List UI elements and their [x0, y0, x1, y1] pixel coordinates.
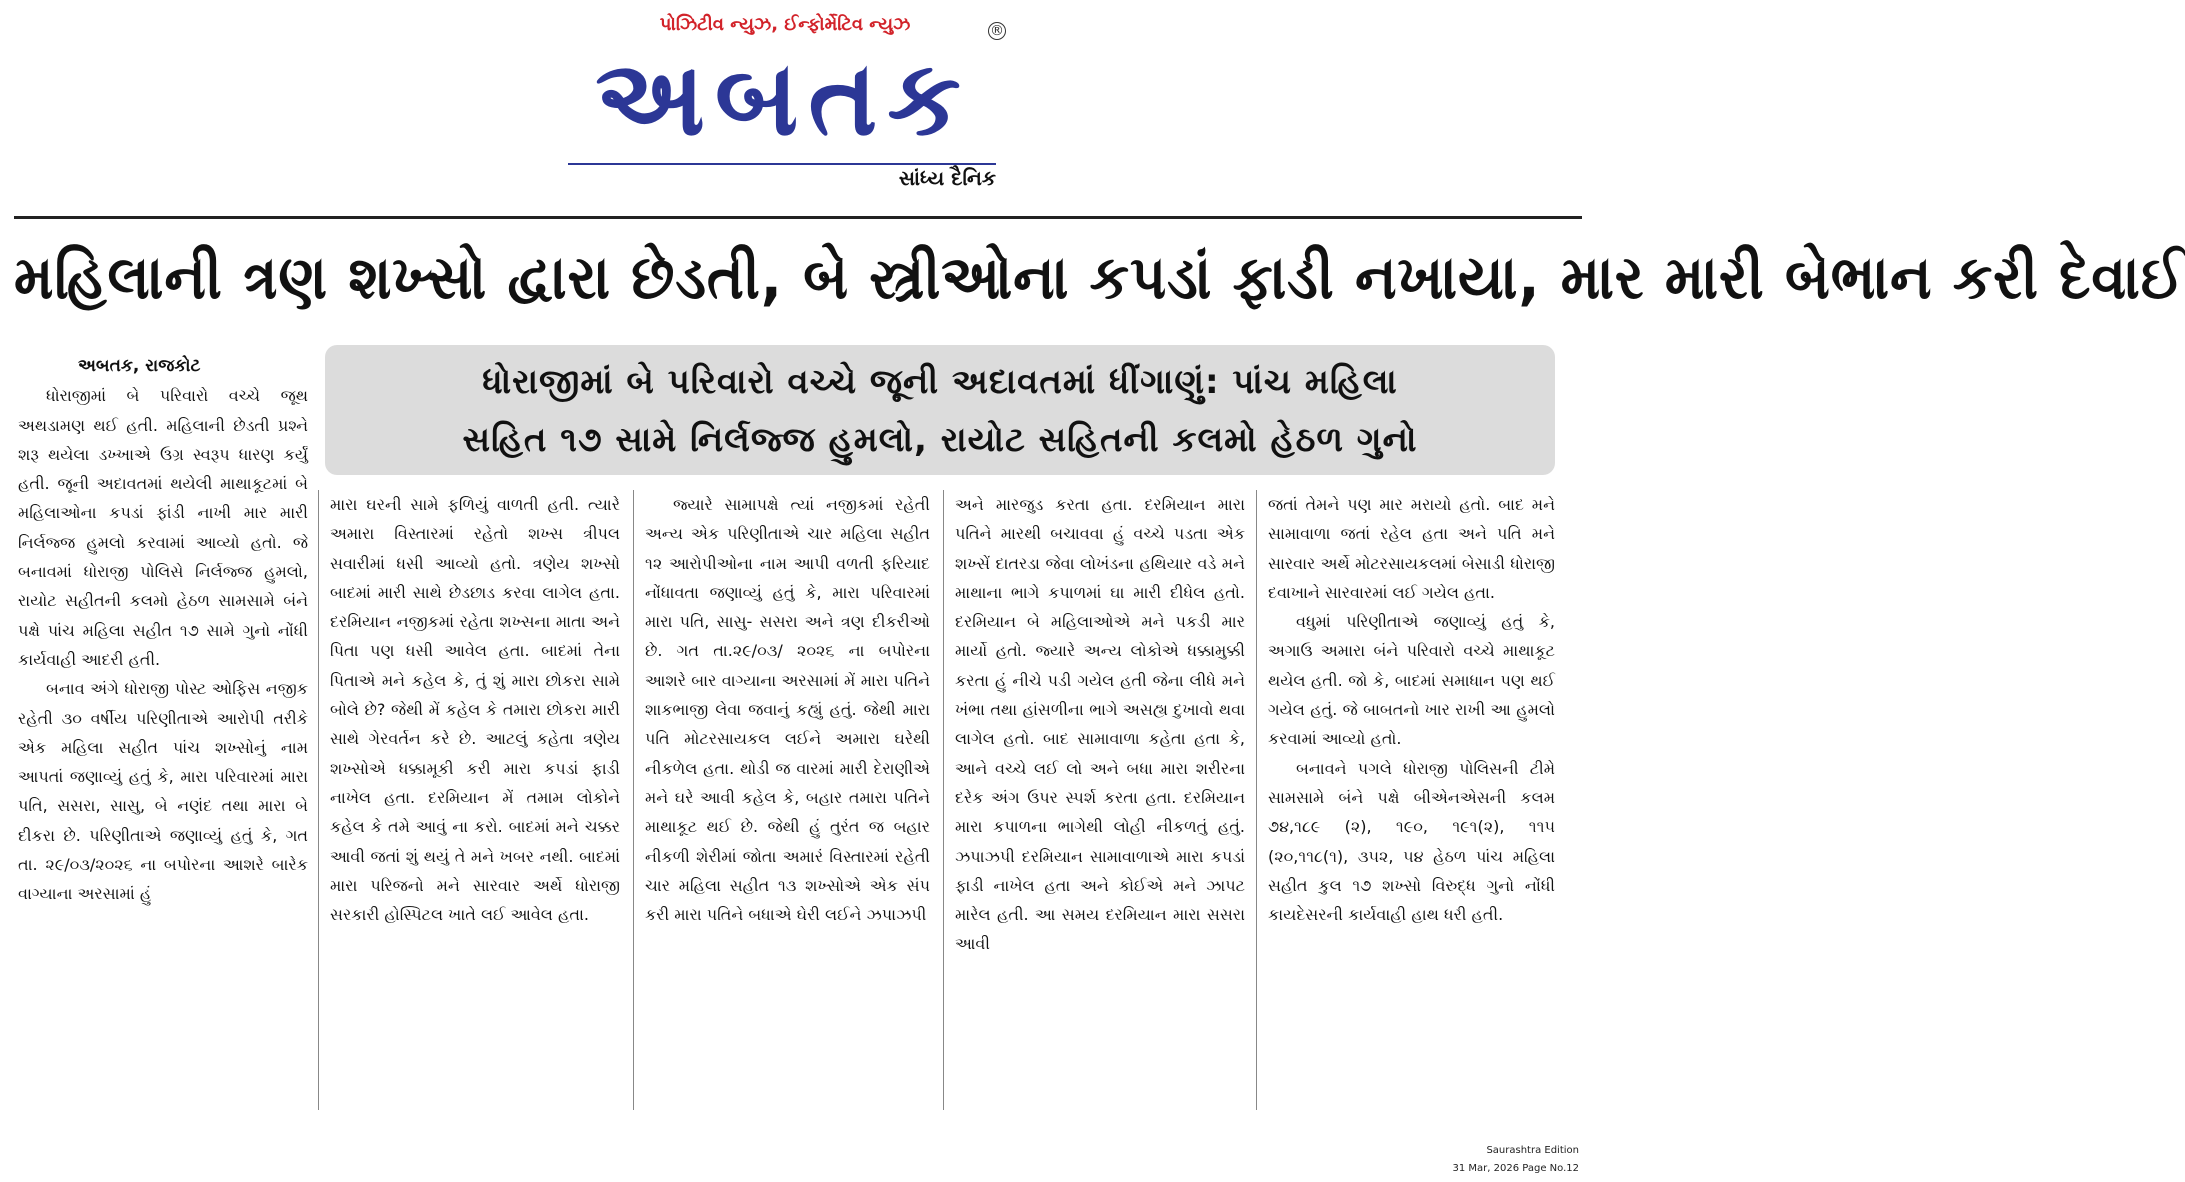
subheadline-line-2: સહિત ૧૭ સામે નિર્લજ્જ હુમલો, રાયોટ સહિતની કલમો હેઠળ ગુનો	[462, 420, 1418, 460]
logo-text: અબતક	[595, 37, 971, 159]
dateline: અબતક, રાજકોટ	[78, 356, 201, 376]
subheadline-box	[325, 345, 1555, 475]
top-divider	[14, 216, 1582, 219]
footer-date-page: 31 Mar, 2026 Page No.12	[1452, 1163, 1579, 1174]
paragraph: અને મારજુડ કરતા હતા. દરમિયાન મારા પતિને મારથી બચાવવા હું વચ્ચે પડતા એક શખ્સેં દાતરડા જેવા લોખંડના હથિયાર વડે મને માથાના ભાગે કપાળમાં ઘા મારી દીધેલ હતો. દરમિયાન બે મહિલાઓએ મને પકડી માર માર્યો હતો. જ્યારે અન્ય લોકોએ ધક્કામુક્કી કરતા હું નીચે પડી ગયેલ હતી જેના લીધે મને ખંભા તથા હાંસળીના ભાગે અસહ્ય દુખાવો થવા લાગેલ હતો. બાદ સામાવાળા કહેતા હતા કે, આને વચ્ચે લઈ લો અને બધા મારા શરીરના દરેક અંગ ઉપર સ્પર્શ કરતા હતા. દરમિયાન મારા કપાળના ભાગેથી લોહી નીકળતું હતું. ઝપાઝપી દરમિયાન સામાવાળાએ મારા કપડાં ફાડી નાખેલ હતા અને કોઈએ મને ઝાપટ મારેલ હતી. આ સમય દરમિયાન મારા સસરા આવી	[955, 495, 1245, 954]
column-divider	[1256, 490, 1257, 1110]
tagline: પોઝિટીવ ન્યુઝ, ઈન્ફોર્મેટિવ ન્યુઝ	[659, 14, 911, 35]
column-divider	[633, 490, 634, 1110]
column-divider	[318, 490, 319, 1110]
registered-mark: ®	[990, 23, 1004, 39]
subheadline-line-1: ધોરાજીમાં બે પરિવારો વચ્ચે જૂની અદાવતમાં ધીંગાણું: પાંચ મહિલા	[482, 362, 1398, 402]
paragraph: જતાં તેમને પણ માર મરાયો હતો. બાદ મને સામાવાળા જતાં રહેલ હતા અને પતિ મને સારવાર અર્થે મોટરસાયકલમાં બેસાડી ધોરાજી દવાખાને સારવારમાં લઈ ગયેલ હતા.	[1268, 495, 1555, 602]
logo-underline	[568, 163, 996, 165]
column-divider	[943, 490, 944, 1110]
article-column-3	[645, 490, 930, 1112]
paragraph: મારા ઘરની સામે ફળિયું વાળતી હતી. ત્યારે અમારા વિસ્તારમાં રહેતો શખ્સ ત્રીપલ સવારીમાં ધસી આવ્યો હતો. ત્રણેય શખ્સો બાદમાં મારી સાથે છેડછાડ કરવા લાગેલ હતા. દરમિયાન નજીકમાં રહેતા શખ્સના માતા અને પિતા પણ ધસી આવેલ હતા. બાદમાં તેના પિતાએ મને કહેલ કે, તું શું મારા છોકરા સામે બોલે છે? જેથી મેં કહેલ કે તમારા છોકરા મારી સાથે ગેરવર્તન કરે છે. આટલું કહેતા ત્રણેય શખ્સોએ ધક્કામૂકી કરી મારા કપડાં ફાડી નાખેલ હતા. દરમિયાન મેં તમામ લોકોને કહેલ કે તમે આવું ના કરો. બાદમાં મને ચક્કર આવી જતાં શું થયું તે મને ખબર નથી. બાદમાં મારા પરિજનો મને સારવાર અર્થે ધોરાજી સરકારી હોસ્પિટલ ખાતે લઈ આવેલ હતા.	[330, 495, 620, 925]
article-column-1	[18, 352, 308, 1112]
logo	[568, 37, 998, 159]
masthead	[0, 0, 1595, 215]
article-column-2	[330, 490, 620, 1112]
headline-text: મહિલાની ત્રણ શખ્સો દ્વારા છેડતી, બે સ્ત્રીઓના કપડાં ફાડી નખાયા, માર મારી બેભાન કરી દેવાઈ	[14, 243, 2185, 313]
article-column-4	[955, 490, 1245, 1112]
article-column-5	[1268, 490, 1555, 1112]
paragraph: વધુમાં પરિણીતાએ જણાવ્યું હતું કે, અગાઉ અમારા બંને પરિવારો વચ્ચે માથાકૂટ થયેલ હતી. જો કે, બાદમાં સમાધાન પણ થઈ ગયેલ હતું. જે બાબતનો ખાર રાખી આ હુમલો કરવામાં આવ્યો હતો.	[1268, 612, 1555, 749]
masthead-subtitle: સાંધ્ય દૈનિક	[898, 166, 996, 190]
paragraph: બનાવને પગલે ધોરાજી પોલિસની ટીમે સામસામે બંને પક્ષે બીએનએસની કલમ ૭૪,૧૮૯ (૨), ૧૯૦, ૧૯૧(૨), ૧૧૫ (૨૦,૧૧૮(૧), ૩૫૨, ૫૪ હેઠળ પાંચ મહિલા સહીત કુલ ૧૭ શખ્સો વિરુદ્ધ ગુનો નોંધી કાયદેસરની કાર્યવાહી હાથ ધરી હતી.	[1268, 758, 1555, 925]
headline	[14, 226, 2185, 330]
footer-edition: Saurashtra Edition	[1486, 1145, 1579, 1156]
paragraph: જ્યારે સામાપક્ષે ત્યાં નજીકમાં રહેતી અન્ય એક પરિણીતાએ ચાર મહિલા સહીત ૧૨ આરોપીઓના નામ આપી વળતી ફરિયાદ નોંધાવતા જણાવ્યું હતું કે, મારા પરિવારમાં મારા પતિ, સાસુ- સસરા અને ત્રણ દીકરીઓ છે. ગત તા.૨૯/૦૩/ ૨૦૨૬ ના બપોરના આશરે બાર વાગ્યાના અરસામાં મેં મારા પતિને શાકભાજી લેવા જવાનું કહ્યું હતું. જેથી મારા પતિ મોટરસાયકલ લઈને અમારા ઘરેથી નીકળેલ હતા. થોડી જ વારમાં મારી દેરાણીએ મને ઘરે આવી કહેલ કે, બહાર તમારા પતિને માથાકૂટ થઈ છે. જેથી હું તુરંત જ બહાર નીકળી શેરીમાં જોતા અમારં વિસ્તારમાં રહેતી ચાર મહિલા સહીત ૧૩ શખ્સોએ એક સંપ કરી મારા પતિને બધાએ ઘેરી લઈને ઝપાઝપી	[645, 495, 930, 925]
paragraph: બનાવ અંગે ધોરાજી પોસ્ટ ઓફિસ નજીક રહેતી ૩૦ વર્ષીય પરિણીતાએ આરોપી તરીકે એક મહિલા સહીત પાંચ શખ્સોનું નામ આપતાં જણાવ્યું હતું કે, મારા પરિવારમાં મારા પતિ, સસરા, સાસુ, બે નણંદ તથા મારા બે દીકરા છે. પરિણીતાએ જણાવ્યું હતું કે, ગત તા. ૨૯/૦૩/૨૦૨૬ ના બપોરના આશરે બારેક વાગ્યાના અરસામાં હું	[18, 679, 308, 904]
paragraph: ધોરાજીમાં બે પરિવારો વચ્ચે જૂથ અથડામણ થઈ હતી. મહિલાની છેડતી પ્રશ્ને શરૂ થયેલા ડખ્ખાએ ઉગ્ર સ્વરૂપ ધારણ કર્યું હતી. જૂની અદાવતમાં થયેલી માથાકૂટમાં બે મહિલાઓના કપડાં ફાંડી નાખી માર મારી નિર્લજ્જ હુમલો કરવામાં આવ્યો હતો. જે બનાવમાં ધોરાજી પોલિસે નિર્લજ્જ હુમલો, રાયોટ સહીતની કલમો હેઠળ સામસામે બંને પક્ષે પાંચ મહિલા સહીત ૧૭ સામે ગુનો નોંધી કાર્યવાહી આદરી હતી.	[18, 386, 308, 669]
